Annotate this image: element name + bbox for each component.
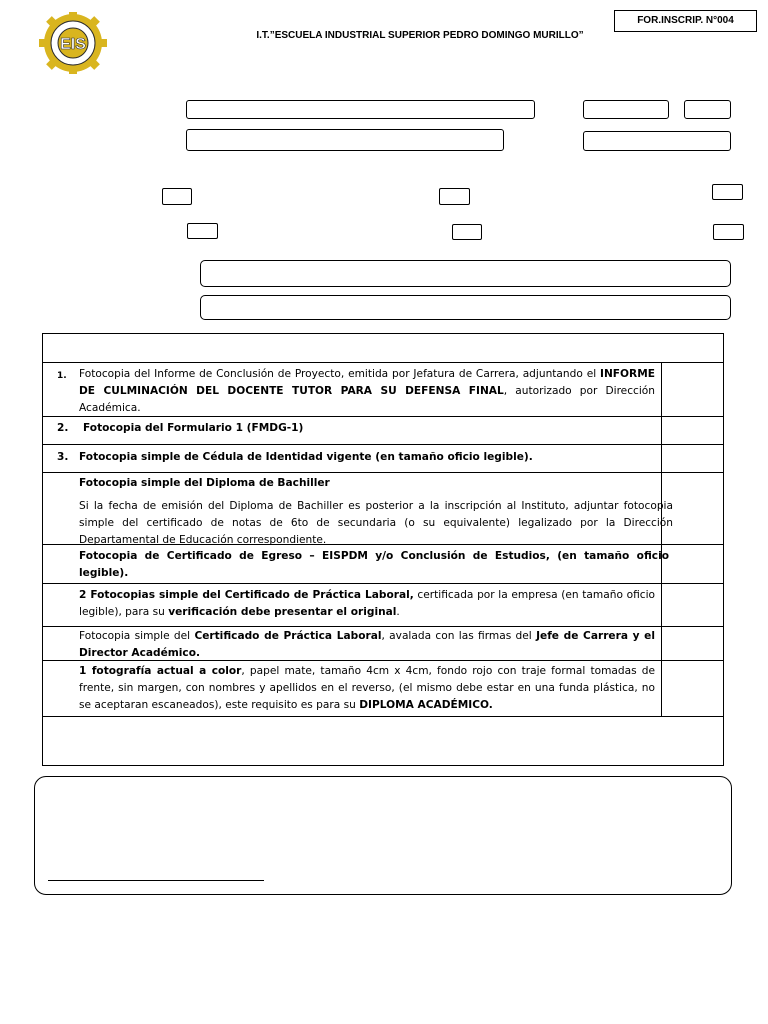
row-divider — [43, 472, 723, 473]
check-cell-6[interactable] — [662, 584, 723, 626]
requirement-item-6: 2 Fotocopias simple del Certificado de Práctica Laboral, certificada por la empresa (en tamaño oficio legible), para su verificación debe presentar el original. — [79, 589, 655, 618]
field-row1-right[interactable] — [684, 100, 731, 119]
field-wide-2[interactable] — [200, 295, 731, 320]
requirement-item-8: 1 fotografía actual a color, papel mate, tamaño 4cm x 4cm, fondo rojo con traje formal tomadas de frente, sin margen, con nombres y apellidos en el reverso, (el mismo debe estar en una funda plástica, no se aceptaran escaneados), este requisito es para su DIPLOMA ACADÉMICO. — [79, 665, 656, 711]
field-row2-right[interactable] — [583, 131, 731, 151]
signature-line-gap — [229, 875, 230, 880]
requirement-item-4-heading: Fotocopia simple del Diploma de Bachiller — [79, 477, 330, 489]
row-divider — [43, 362, 723, 363]
signature-line-gap — [103, 875, 104, 880]
check-cell-2[interactable] — [662, 417, 723, 444]
checkbox-4[interactable] — [187, 223, 218, 239]
item-number: 1. — [57, 371, 67, 381]
institution-logo — [26, 12, 120, 74]
row-divider — [43, 716, 723, 717]
checkbox-3[interactable] — [712, 184, 743, 200]
signature-line — [48, 880, 264, 881]
check-cell-7[interactable] — [662, 627, 723, 660]
item-number: 3. — [57, 451, 69, 463]
check-cell-1[interactable] — [662, 363, 723, 416]
check-cell-8[interactable] — [662, 661, 723, 716]
requirement-item-4: Si la fecha de emisión del Diploma de Bachiller es posterior a la inscripción al Instituto, adjuntar fotocopia simple del certificado de notas de 6to de secundaria (o su equivalente) legalizado por la Dirección Departamental de Educación correspondiente. — [79, 500, 673, 546]
requirement-item-5: Fotocopia de Certificado de Egreso – EISPDM y/o Conclusión de Estudios, (en tamaño oficio legible). — [79, 550, 669, 579]
field-row2-main[interactable] — [186, 129, 504, 151]
requirement-item-1: Fotocopia del Informe de Conclusión de Proyecto, emitida por Jefatura de Carrera, adjuntando el INFORME DE CULMINACIÓN DEL DOCENTE TUTOR PARA SU DEFENSA FINAL, autorizado por Dirección Académica. — [79, 368, 655, 414]
check-cell-5[interactable] — [662, 545, 723, 583]
field-wide-1[interactable] — [200, 260, 731, 287]
row-divider — [43, 626, 723, 627]
requirement-item-2: Fotocopia del Formulario 1 (FMDG-1) — [83, 422, 304, 434]
check-cell-4[interactable] — [662, 473, 723, 544]
observations-box[interactable] — [34, 776, 732, 895]
check-cell-3[interactable] — [662, 445, 723, 472]
checkbox-2[interactable] — [439, 188, 470, 205]
row-divider — [43, 583, 723, 584]
field-row1-mid[interactable] — [583, 100, 669, 119]
field-row1-main[interactable] — [186, 100, 535, 119]
logo-letters: EIS — [60, 36, 86, 53]
checkbox-1[interactable] — [162, 188, 192, 205]
item-number: 2. — [57, 422, 69, 434]
row-divider — [43, 444, 723, 445]
institution-title: I.T.”ESCUELA INDUSTRIAL SUPERIOR PEDRO DOMINGO MURILLO” — [256, 30, 584, 41]
requirement-item-7: Fotocopia simple del Certificado de Práctica Laboral, avalada con las firmas del Jefe de Carrera y el Director Académico. — [79, 630, 655, 659]
requirements-table — [42, 333, 724, 766]
checkbox-6[interactable] — [713, 224, 744, 240]
form-code: FOR.INSCRIP. N°004 — [614, 10, 757, 32]
requirement-item-3: Fotocopia simple de Cédula de Identidad vigente (en tamaño oficio legible). — [79, 451, 533, 463]
checkbox-5[interactable] — [452, 224, 482, 240]
